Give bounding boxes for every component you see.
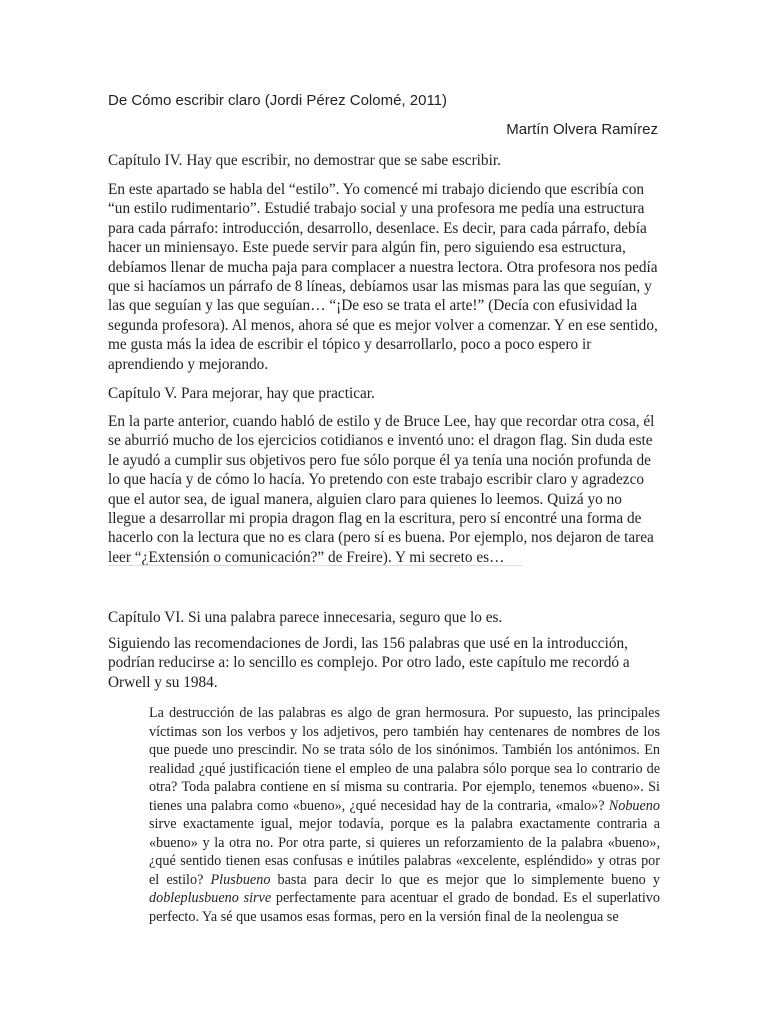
- chapter-4-paragraph: En este apartado se habla del “estilo”. Yo comencé mi trabajo diciendo que escribía con “un estilo rudimentario”. Estudié trabajo social y una profesora me pedía una estructura para cada párrafo: introducción, desarrollo, desenlace. Es decir, para cada párrafo, debía hacer un miniensayo. Este puede servir para algún fin, pero siguiendo esa estructura, debíamos llenar de mucha paja para complacer a nuestra lectora. Otra profesora nos pedía que si hacíamos un párrafo de 8 líneas, debíamos usar las mismas para las que seguían, y las que seguían y las que seguían… “¡De eso se trata el arte!” (Decía con efusividad la segunda profesora). Al menos, ahora sé que es mejor volver a comenzar. Y en ese sentido, me gusta más la idea de escribir el tópico y desarrollarlo, poco a poco espero ir aprendiendo y mejorando.: [108, 181, 658, 373]
- chapter-4-heading: [108, 151, 660, 170]
- quote-italic-nobueno: Nobueno: [608, 797, 660, 814]
- chapter-4-heading-text: Capítulo IV. Hay que escribir, no demostrar que se sabe escribir.: [108, 152, 501, 169]
- chapter-5-heading-text: Capítulo V. Para mejorar, hay que practicar.: [108, 385, 375, 402]
- quote-text-1: La destrucción de las palabras es algo de gran hermosura. Por supuesto, las principales víctimas son los verbos y los adjetivos, pero también hay centenares de nombres de los que puede uno prescindir. No se trata sólo de los sinónimos. También los antónimos. En realidad ¿qué justificación tiene el empleo de una palabra sólo porque sea lo contrario de otra? Toda palabra contiene en sí misma su contraria. Por ejemplo, tenemos «bueno». Si tienes una palabra como «bueno», ¿qué necesidad hay de la contraria, «malo»?: [149, 705, 660, 814]
- section-divider: [108, 565, 522, 566]
- block-quote: [149, 704, 660, 926]
- quote-italic-dobleplusbueno: dobleplusbueno sirve: [149, 890, 272, 906]
- chapter-5-body: [108, 412, 660, 567]
- quote-text-4: perfectamente para acentuar el grado de bondad. Es el superlativo perfecto. Ya sé que usamos esas formas, pero en la versión final de la neolengua se: [149, 890, 660, 925]
- quote-text-3: basta para decir lo que es mejor que lo simplemente bueno y: [270, 871, 660, 888]
- document-title: De Cómo escribir claro (Jordi Pérez Colomé, 2011): [108, 92, 448, 109]
- chapter-6-heading: [108, 608, 660, 627]
- chapter-4-body: [108, 180, 660, 374]
- quote-text-2: sirve exactamente igual, mejor todavía, porque es la palabra exactamente contraria a «bueno» y la otra no. Por otra parte, si quieres un reforzamiento de la palabra «bueno», ¿qué sentido tienen esas confusas e inútiles palabras «excelente, espléndido» y otras por el estilo?: [149, 816, 660, 888]
- chapter-6-body: [108, 634, 660, 692]
- chapter-5-heading: [108, 384, 660, 403]
- chapter-6-heading-text: Capítulo VI. Si una palabra parece innecesaria, seguro que lo es.: [108, 609, 503, 626]
- quote-italic-plusbueno: Plusbueno: [210, 871, 271, 888]
- author-name: Martín Olvera Ramírez: [506, 121, 658, 138]
- chapter-6-paragraph: Siguiendo las recomendaciones de Jordi, las 156 palabras que usé en la introducción, podrían reducirse a: lo sencillo es complejo. Por otro lado, este capítulo me recordó a Orwell y su 1984.: [108, 635, 630, 691]
- chapter-5-paragraph: En la parte anterior, cuando habló de estilo y de Bruce Lee, hay que recordar otra cosa, él se aburrió mucho de los ejercicios cotidianos e inventó uno: el dragon flag. Sin duda este le ayudó a cumplir sus objetivos pero fue sólo porque él ya tenía una noción profunda de lo que hacía y de cómo lo hacía. Yo pretendo con este trabajo escribir claro y agradezco que el autor sea, de igual manera, alguien claro para quienes lo leemos. Quizá yo no llegue a desarrollar mi propia dragon flag en la escritura, pero sí encontré una forma de hacerlo con la lectura que no es clara (pero sí es buena. Por ejemplo, nos dejaron de tarea leer “¿Extensión o comunicación?” de Freire). Y mi secreto es…: [108, 413, 655, 566]
